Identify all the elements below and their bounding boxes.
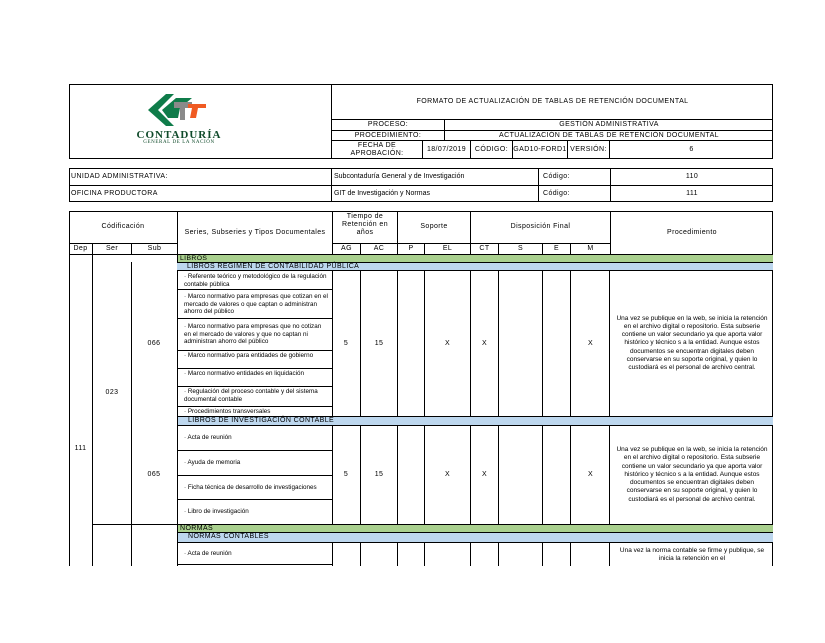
sub-code-065: 065 bbox=[147, 471, 161, 478]
section-normas-contables: NORMAS CONTABLES bbox=[177, 533, 773, 543]
disposicion-header: Disposición Final bbox=[470, 211, 610, 243]
sub1-item-3: · Marco normativo para empresas que no cotizan en el mercado de valores y que no captan ni administran ahorro del público bbox=[178, 319, 332, 351]
contaduria-logo-icon bbox=[144, 90, 214, 130]
version-label: VERSIÓN: bbox=[568, 140, 610, 159]
sub3-col-s bbox=[498, 543, 499, 566]
ac-header: AC bbox=[360, 244, 397, 254]
sub1-ac: 15 bbox=[374, 339, 384, 347]
sub1-item-7: · Procedimientos transversales bbox=[184, 408, 271, 415]
ser-header: Ser bbox=[92, 244, 131, 254]
sub1-item-4: · Marco normativo para entidades de gobierno bbox=[178, 351, 332, 369]
sub1-item-6: · Regulación del proceso contable y del sistema documental contable bbox=[178, 387, 332, 407]
proceso-label: PROCESO: bbox=[332, 119, 445, 130]
sub1-procedimiento-text: Una vez se publique en la web, se inicia la retención en el archivo digital o repositorio. Esta subserie contiene un valor secundario ya que aporta valor histórico y técnico s a la entidad. Aunque estos documentos se encuentran digitales deben conservarse en su soporte original, y quien lo custodiará es el personal de archivo central. bbox=[616, 314, 768, 371]
codigo-label: CÓDIGO: bbox=[471, 140, 513, 159]
ct-header: CT bbox=[470, 244, 498, 254]
sub2-ag: 5 bbox=[343, 471, 349, 478]
sub1-ag: 5 bbox=[343, 339, 349, 347]
sub2-col-p bbox=[397, 426, 398, 524]
sub2-ct: X bbox=[481, 471, 488, 478]
section-libros-regimen: LIBROS REGIMEN DE CONTABILIDAD PÚBLICA bbox=[177, 262, 773, 271]
oficina-label: OFICINA PRODUCTORA bbox=[71, 190, 158, 197]
ag-header: AG bbox=[332, 244, 360, 254]
sub-header: Sub bbox=[131, 244, 177, 254]
logo-subtitle: GENERAL DE LA NACIÓN bbox=[143, 140, 215, 145]
section-normas: NORMAS bbox=[177, 524, 773, 533]
oficina-codigo-label: Código: bbox=[538, 186, 610, 202]
unidad-value: Subcontaduría General y de Investigación bbox=[331, 168, 538, 185]
sub3-item-1: · Acta de reunión bbox=[178, 543, 332, 565]
el-header: EL bbox=[424, 244, 470, 254]
procedimiento-header: Procedimiento bbox=[610, 211, 773, 254]
sub1-item-2: · Marco normativo para empresas que cotizan en el mercado de valores o que captan o administran ahorro del público bbox=[178, 290, 332, 319]
sub2-el: X bbox=[444, 471, 451, 478]
sub3-series-list bbox=[178, 543, 332, 566]
sub2-m: X bbox=[587, 471, 594, 478]
sub3-col-ac bbox=[360, 543, 361, 566]
sub-code-066: 066 bbox=[147, 339, 161, 347]
s-header: S bbox=[498, 244, 542, 254]
fecha-label-line1: FECHA DE bbox=[357, 142, 397, 149]
dep-header: Dep bbox=[73, 245, 88, 252]
tiempo-header-line2: Retención en bbox=[341, 221, 389, 228]
sub3-grid bbox=[332, 543, 610, 566]
sub3-col-e bbox=[542, 543, 543, 566]
sub3-col-ct bbox=[470, 543, 471, 566]
sub2-procedimiento bbox=[611, 426, 773, 524]
form-title: FORMATO DE ACTUALIZACIÓN DE TABLAS DE RETENCIÓN DOCUMENTAL bbox=[416, 97, 689, 105]
proceso-value: GESTIÓN ADMINISTRATIVA bbox=[445, 119, 773, 130]
tiempo-header bbox=[332, 211, 397, 243]
sub1-m: X bbox=[587, 339, 594, 347]
sub2-series-list bbox=[178, 426, 332, 524]
dep-code: 111 bbox=[74, 445, 87, 452]
logo-cell bbox=[69, 84, 332, 159]
soporte-header: Soporte bbox=[397, 211, 470, 243]
sub1-item-5: · Marco normativo entidades en liquidación bbox=[178, 369, 332, 387]
sub3-procedimiento bbox=[611, 547, 773, 566]
oficina-value: GIT de Investigación y Normas bbox=[331, 186, 538, 202]
sub1-col-s bbox=[498, 271, 499, 416]
e-header: E bbox=[542, 244, 570, 254]
sub1-item-1: · Referente teórico y metodológico de la regulación contable pública bbox=[178, 271, 332, 290]
p-header: P bbox=[397, 244, 424, 254]
m-header: M bbox=[570, 244, 610, 254]
oficina-codigo-value: 111 bbox=[610, 186, 773, 202]
version-value: 6 bbox=[610, 140, 773, 159]
sub3-col-el bbox=[424, 543, 425, 566]
ser-code: 023 bbox=[105, 389, 119, 396]
sub2-procedimiento-text: Una vez se publique en la web, se inicia la retención en el archivo digital o repositorio. Esta subserie contiene un valor secundario ya que aporta valor histórico y técnico s a la entidad. Aunque estos documentos se encuentran digitales deben conservarse en su soporte original, y quien lo custodiará es el personal de archivo central. bbox=[616, 446, 768, 503]
sub2-item-2: · Ayuda de memoria bbox=[178, 451, 332, 476]
codigo-value: GAD10-FORD1 bbox=[513, 140, 568, 159]
fecha-label bbox=[332, 140, 423, 159]
sub3-col-m bbox=[570, 543, 571, 566]
fecha-label-line2: APROBACIÓN: bbox=[350, 150, 404, 157]
tiempo-header-line3: años bbox=[356, 229, 374, 236]
section-libros: LIBROS bbox=[177, 255, 773, 262]
series-header: Series, Subseries y Tipos Documentales bbox=[177, 211, 332, 254]
sub2-item-3: · Ficha técnica de desarrollo de investigaciones bbox=[178, 476, 332, 500]
unidad-codigo-label: Código: bbox=[538, 168, 610, 185]
sub2-col-e bbox=[542, 426, 543, 524]
sub1-ct: X bbox=[481, 339, 488, 347]
logo-name: CONTADURÍA bbox=[136, 129, 222, 141]
codificacion-header: Códificación bbox=[101, 223, 145, 230]
ser-divider bbox=[92, 524, 177, 525]
unidad-codigo-value: 110 bbox=[610, 168, 773, 185]
section-libros-investigacion: LIBROS DE INVESTIGACIÓN CONTABLE bbox=[177, 416, 773, 426]
fecha-value: 18/07/2019 bbox=[423, 140, 471, 159]
procedimiento-label: PROCEDIMIENTO: bbox=[332, 130, 445, 140]
procedimiento-value: ACTUALIZACIÓN DE TABLAS DE RETENCIÓN DOCUMENTAL bbox=[445, 130, 773, 140]
sub1-procedimiento bbox=[611, 271, 773, 416]
sub2-item-4: · Libro de investigación bbox=[184, 508, 249, 516]
sub3-col-p bbox=[397, 543, 398, 566]
sub1-col-p bbox=[397, 271, 398, 416]
sub3-procedimiento-text: Una vez la norma contable se firme y publique, se inicia la retención en el bbox=[619, 547, 765, 563]
sub2-col-s bbox=[498, 426, 499, 524]
sub1-series-list bbox=[178, 271, 332, 416]
tiempo-header-line1: Tiempo de bbox=[346, 213, 384, 220]
sub2-ac: 15 bbox=[374, 471, 384, 478]
sub1-el: X bbox=[444, 339, 451, 347]
unidad-label: UNIDAD ADMINISTRATIVA: bbox=[71, 172, 168, 180]
sub2-item-1: · Acta de reunión bbox=[178, 426, 332, 451]
sub1-col-e bbox=[542, 271, 543, 416]
